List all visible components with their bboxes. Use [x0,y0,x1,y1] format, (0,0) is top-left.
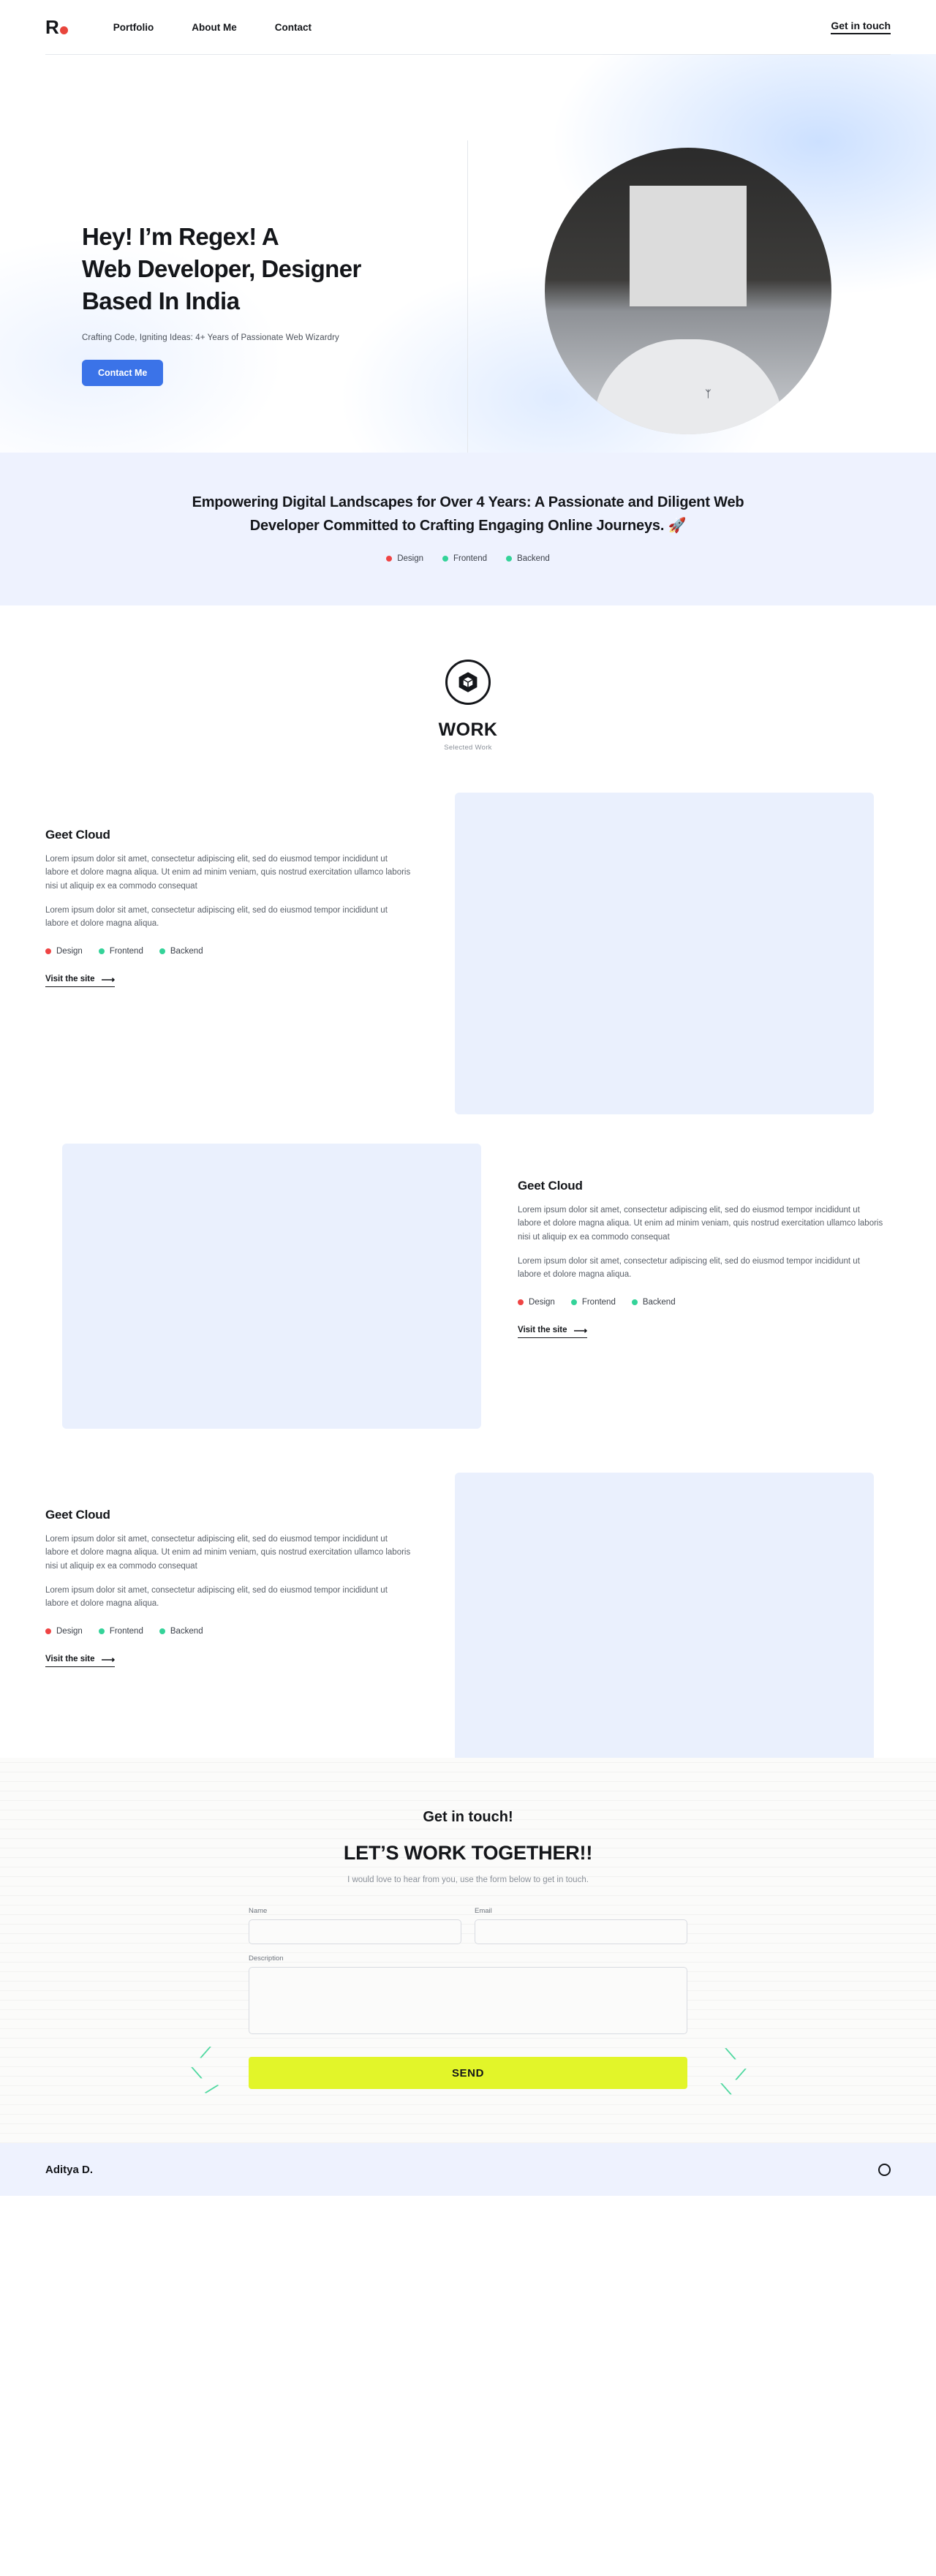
sparkle-icon: ⟋ [200,2045,211,2062]
hero-text-block [82,221,426,386]
main-nav [113,22,312,33]
tag-label: Backend [517,554,550,563]
projects-list [0,793,936,1714]
site-header [0,0,936,54]
tag-label: Design [56,946,83,956]
visit-site-label: Visit the site [45,1655,95,1664]
project-card [0,793,936,1034]
tag-design [386,554,423,563]
visit-site-label: Visit the site [518,1326,567,1335]
arrow-right-icon: ⟶ [101,973,116,985]
hero-section [0,54,936,453]
tag-label: Design [56,1626,83,1636]
tag-backend [632,1298,676,1307]
tag-design [518,1298,555,1307]
hero-title-line-3: Based In India [82,287,240,314]
contact-kicker: Get in touch! [423,1808,513,1825]
description-input[interactable] [249,1967,687,2034]
project-paragraph-1: Lorem ipsum dolor sit amet, consectetur adipiscing elit, sed do eiusmod tempor incididunt ut labore et dolore magna aliqua. Ut enim ad minim veniam, quis nostrud exercitation ullamco laboris nisi ut aliquip ex ea commodo consequat [45,1534,411,1571]
work-section [0,605,936,752]
tag-label: Frontend [453,554,488,563]
project-paragraph-1: Lorem ipsum dolor sit amet, consectetur adipiscing elit, sed do eiusmod tempor incididunt ut labore et dolore magna aliqua. Ut enim ad minim veniam, quis nostrud exercitation ullamco laboris nisi ut aliquip ex ea commodo consequat [45,854,411,891]
project-card [0,1144,936,1385]
tag-label: Frontend [109,946,143,956]
tag-label: Backend [170,946,203,956]
tag-label: Design [529,1297,555,1307]
form-row [249,1907,687,1944]
sparkle-icon: ⟍ [725,2047,736,2063]
project-title: Geet Cloud [45,1507,110,1522]
logo[interactable] [45,16,68,39]
visit-site-link[interactable] [518,1326,587,1338]
sparkle-icon: ⟋ [736,2067,746,2084]
bullet-icon [506,556,512,562]
tag-design [45,1627,83,1636]
tag-label: Design [397,554,423,563]
project-title: Geet Cloud [45,827,110,842]
tag-frontend [99,947,143,956]
description-label: Description [249,1954,284,1963]
project-info [481,1144,891,1338]
hero-title-line-2: Web Developer, Designer [82,254,361,282]
work-subheading: Selected Work [444,743,492,752]
visit-site-link[interactable] [45,1655,115,1667]
visit-site-link[interactable] [45,975,115,987]
email-field-group [475,1907,687,1944]
project-card [0,1473,936,1714]
page-title [82,221,426,317]
tag-backend [159,947,203,956]
contact-me-button[interactable]: Contact Me [82,360,163,386]
hero-vertical-divider [467,140,468,453]
banner-tags [0,554,936,563]
bullet-icon [45,948,51,954]
email-label: Email [475,1907,492,1916]
about-banner [0,453,936,605]
tag-frontend [571,1298,616,1307]
bullet-icon [45,1628,51,1634]
project-paragraph-2: Lorem ipsum dolor sit amet, consectetur adipiscing elit, sed do eiusmod tempor incididunt ut labore et dolore magna aliqua. [45,905,388,929]
project-tags [518,1298,891,1307]
sparkle-icon: ⟍ [721,2082,731,2099]
tag-label: Frontend [581,1297,616,1307]
project-info [45,1473,455,1667]
arrow-right-icon: ⟶ [101,1653,116,1665]
photo-face-placeholder [630,186,747,306]
cube-badge-icon [445,660,491,705]
nav-item-about-me[interactable]: About Me [192,21,237,33]
work-heading: WORK [438,719,498,740]
project-tags [45,947,418,956]
bullet-icon [518,1299,524,1305]
site-footer [0,2143,936,2196]
tag-backend [159,1627,203,1636]
name-input[interactable] [249,1919,461,1944]
footer-author-name: Aditya D. [45,2163,94,2176]
red-dot-icon [60,26,68,34]
header-divider [45,54,891,55]
profile-photo [545,148,831,434]
nav-item-contact[interactable]: Contact [274,21,312,33]
logo-text: R [45,15,58,38]
bullet-icon [386,556,392,562]
bullet-icon [99,1628,105,1634]
bullet-icon [159,948,165,954]
send-button[interactable]: SEND [249,2057,687,2089]
project-paragraph-2: Lorem ipsum dolor sit amet, consectetur adipiscing elit, sed do eiusmod tempor incididunt ut labore et dolore magna aliqua. [45,1585,388,1609]
project-paragraph-2: Lorem ipsum dolor sit amet, consectetur adipiscing elit, sed do eiusmod tempor incididunt ut labore et dolore magna aliqua. [518,1256,860,1280]
project-thumbnail[interactable] [455,1473,874,1794]
email-input[interactable] [475,1919,687,1944]
tag-label: Frontend [109,1626,143,1636]
tag-design [45,947,83,956]
description-field-group [249,1954,687,2038]
hero-subtitle: Crafting Code, Igniting Ideas: 4+ Years of Passionate Web Wizardry [82,333,339,342]
get-in-touch-link[interactable]: Get in touch [831,20,891,34]
bullet-icon [632,1299,638,1305]
project-paragraph-1: Lorem ipsum dolor sit amet, consectetur adipiscing elit, sed do eiusmod tempor incididunt ut labore et dolore magna aliqua. Ut enim ad minim veniam, quis nostrud exercitation ullamco laboris nisi ut aliquip ex ea commodo consequat [518,1205,883,1242]
tag-backend [506,554,550,563]
bullet-icon [99,948,105,954]
sparkle-icon: ⟋ [204,2080,219,2099]
bullet-icon [159,1628,165,1634]
project-thumbnail[interactable] [455,793,874,1114]
bullet-icon [571,1299,577,1305]
tag-frontend [442,554,487,563]
photo-shirt-mark: ᛉ [705,388,712,399]
contact-section [0,1758,936,2143]
photo-shirt-shape [593,339,783,434]
contact-description: I would love to hear from you, use the form below to get in touch. [347,1875,589,1884]
sparkle-icon: ⟍ [192,2066,202,2082]
circle-icon[interactable] [878,2164,891,2176]
tag-frontend [99,1627,143,1636]
tag-label: Backend [170,1626,203,1636]
project-thumbnail[interactable] [62,1144,481,1429]
arrow-right-icon: ⟶ [573,1324,588,1336]
banner-text: Empowering Digital Landscapes for Over 4 Years: A Passionate and Diligent Web Developer Committed to Crafting Engaging Online Journeys. 🚀 [192,494,744,535]
project-tags [45,1627,418,1636]
contact-title: LET’S WORK TOGETHER!! [343,1841,593,1864]
name-label: Name [249,1907,268,1916]
project-title: Geet Cloud [518,1178,583,1193]
bullet-icon [442,556,448,562]
tag-label: Backend [642,1297,676,1307]
hero-title-line-1: Hey! I’m Regex! A [82,223,279,250]
send-button-wrap [192,2045,746,2099]
project-info [45,793,455,987]
name-field-group [249,1907,461,1944]
visit-site-label: Visit the site [45,975,95,984]
contact-form [249,1907,687,2038]
nav-item-portfolio[interactable]: Portfolio [113,21,154,33]
